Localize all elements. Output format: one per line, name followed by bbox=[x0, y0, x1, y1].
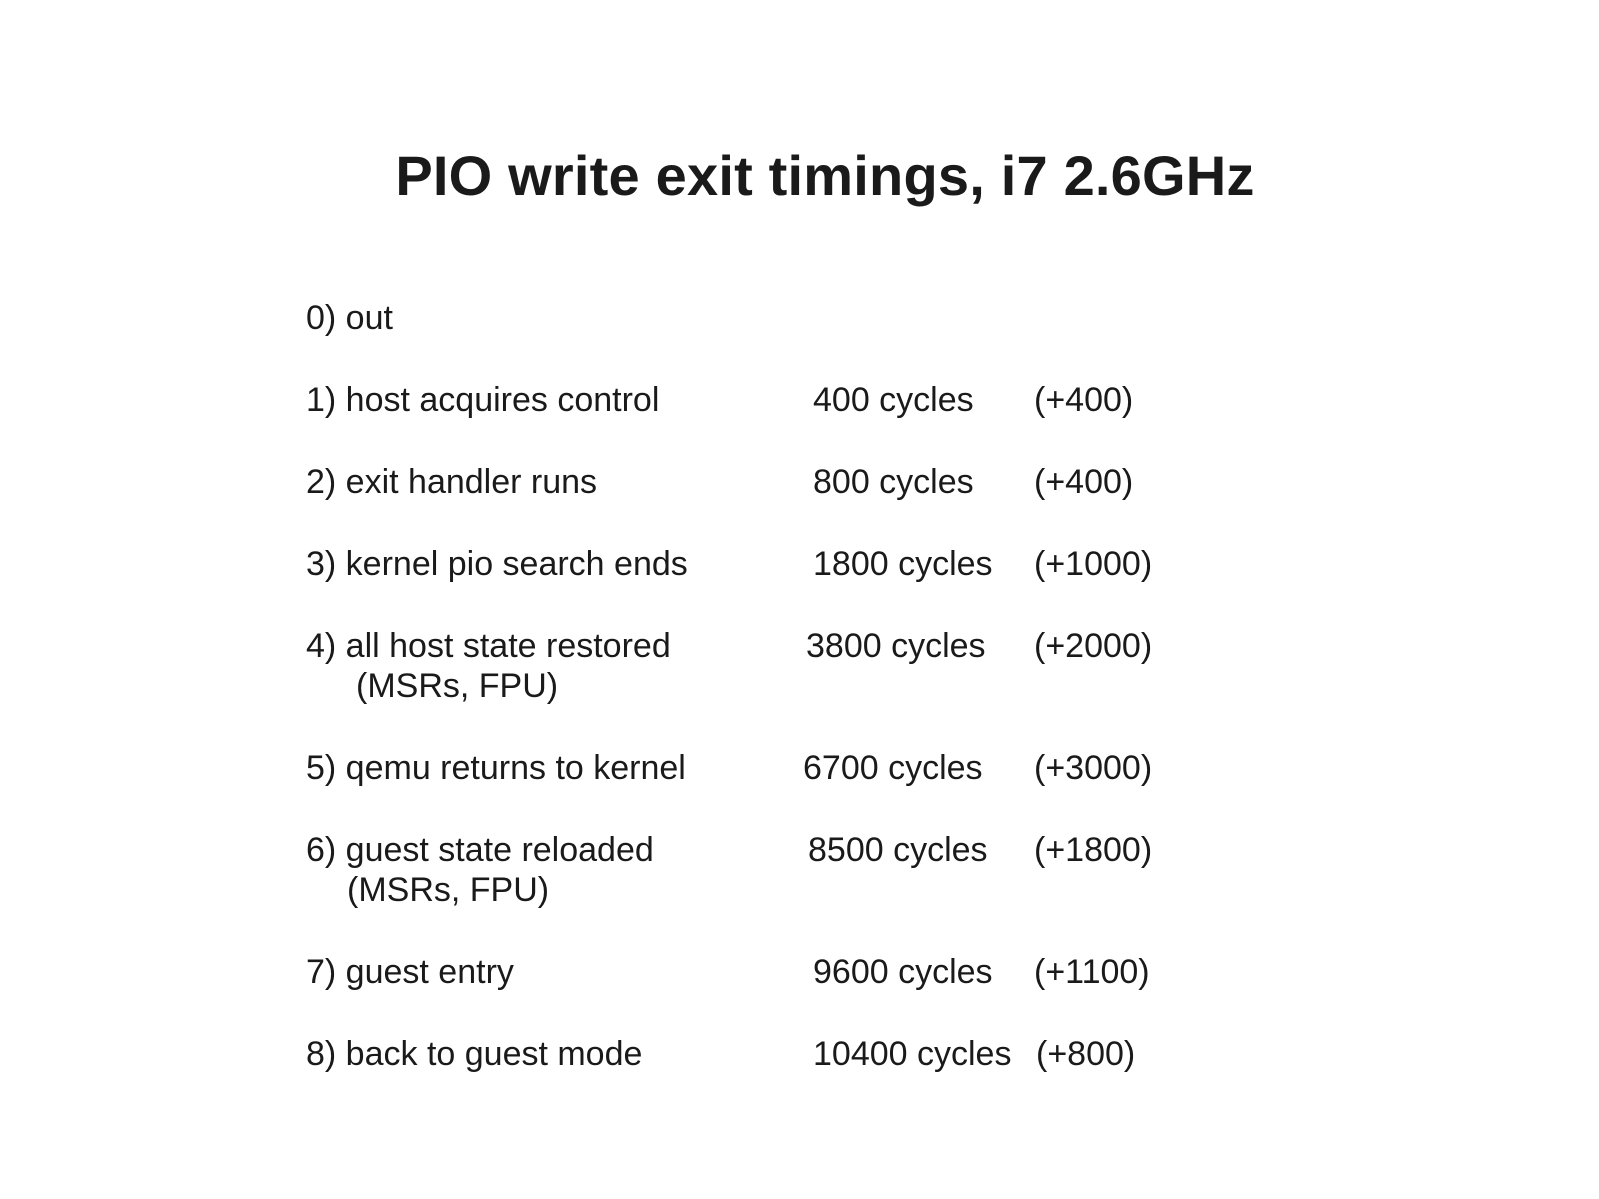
cycles-value: 9600 cycles bbox=[813, 953, 993, 991]
step-label: 6) guest state reloaded bbox=[306, 831, 654, 869]
cycles-value: 1800 cycles bbox=[813, 545, 993, 583]
step-label-continuation: (MSRs, FPU) bbox=[347, 871, 550, 909]
cycles-delta: (+1100) bbox=[1034, 953, 1150, 991]
cycles-delta: (+1000) bbox=[1034, 545, 1153, 583]
step-label: 1) host acquires control bbox=[306, 381, 660, 419]
step-label: 5) qemu returns to kernel bbox=[306, 749, 686, 787]
cycles-delta: (+400) bbox=[1034, 463, 1134, 501]
step-label: 7) guest entry bbox=[306, 953, 514, 991]
step-label: 4) all host state restored bbox=[306, 627, 671, 665]
cycles-delta: (+3000) bbox=[1034, 749, 1153, 787]
step-label-continuation: (MSRs, FPU) bbox=[356, 667, 559, 705]
cycles-value: 3800 cycles bbox=[806, 627, 986, 665]
step-label: 8) back to guest mode bbox=[306, 1035, 643, 1073]
cycles-value: 6700 cycles bbox=[803, 749, 983, 787]
cycles-value: 8500 cycles bbox=[808, 831, 988, 869]
cycles-value: 800 cycles bbox=[813, 463, 974, 501]
step-label: 2) exit handler runs bbox=[306, 463, 598, 501]
cycles-delta: (+400) bbox=[1034, 381, 1134, 419]
slide-title: PIO write exit timings, i7 2.6GHz bbox=[395, 144, 1255, 207]
cycles-delta: (+1800) bbox=[1034, 831, 1153, 869]
step-label: 0) out bbox=[306, 299, 393, 337]
cycles-value: 10400 cycles bbox=[813, 1035, 1012, 1073]
cycles-delta: (+800) bbox=[1036, 1035, 1136, 1073]
cycles-delta: (+2000) bbox=[1034, 627, 1153, 665]
cycles-value: 400 cycles bbox=[813, 381, 974, 419]
step-label: 3) kernel pio search ends bbox=[306, 545, 688, 583]
